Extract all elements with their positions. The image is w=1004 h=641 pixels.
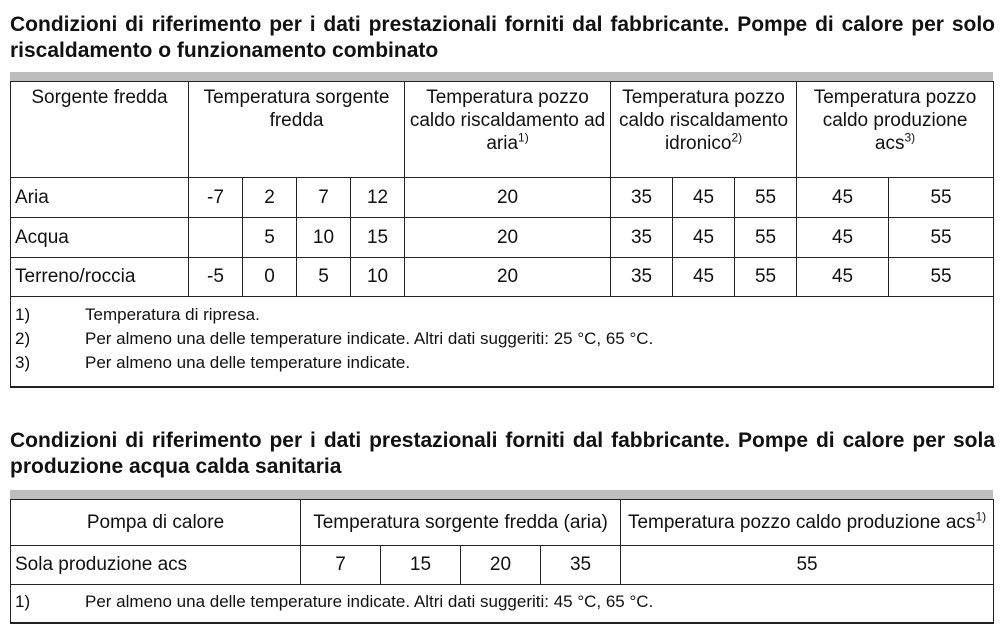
footnote: 2) Per almeno una delle temperature indicate. Altri dati suggeriti: 25 °C, 65 °C.: [15, 329, 654, 348]
cell-sink-air: 20: [405, 218, 611, 258]
cell-source-temp: 2: [243, 178, 297, 218]
section1-title: Condizioni di riferimento per i dati prestazionali forniti dal fabbricante. Pompe di calore per solo riscaldamento o funzionamento combinato: [10, 13, 995, 62]
table-row: [11, 178, 994, 218]
cell-sink-hydronic: 55: [735, 218, 797, 258]
cell-sink-hydronic: 45: [673, 258, 735, 297]
notes-row: [11, 297, 994, 387]
cell-sink-air: 20: [405, 258, 611, 297]
cell-sink-hydronic: 45: [673, 178, 735, 218]
cell-sink-hydronic: 35: [611, 218, 673, 258]
table-header-row: [11, 82, 994, 178]
header-source-temp: Temperatura sorgente fredda: [189, 82, 405, 178]
cell-source-temp: 15: [381, 546, 461, 585]
cell-source-temp: -7: [189, 178, 243, 218]
header-source-temp: Temperatura sorgente fredda (aria): [301, 500, 621, 546]
cell-source-temp: 12: [351, 178, 405, 218]
table-row: [11, 258, 994, 297]
section1-divider-bar: [10, 72, 993, 81]
cell-sink-air: 20: [405, 178, 611, 218]
row-label: Terreno/roccia: [11, 258, 189, 297]
section2-divider-bar: [10, 490, 993, 499]
cell-source-temp: 0: [243, 258, 297, 297]
cell-source-temp: [189, 218, 243, 258]
cell-source-temp: 15: [351, 218, 405, 258]
notes-row: [11, 585, 994, 623]
cell-source-temp: 10: [297, 218, 351, 258]
cell-sink-hydronic: 45: [673, 218, 735, 258]
row-label: Aria: [11, 178, 189, 218]
table-row: [11, 546, 994, 585]
cell-sink-dhw: 55: [889, 218, 994, 258]
footnote-ref: 2): [731, 130, 743, 145]
row-label: Acqua: [11, 218, 189, 258]
footnote: 1) Per almeno una delle temperature indicate. Altri dati suggeriti: 45 °C, 65 °C.: [15, 592, 654, 611]
footnote-ref: 3): [904, 130, 916, 145]
header-sink-dhw: Temperatura pozzo caldo produzione acs$^{1)}$: [621, 500, 994, 546]
table-heat-pump-conditions: [10, 81, 994, 388]
footnote: 1) Temperatura di ripresa.: [15, 305, 260, 324]
table-dhw-heat-pump-conditions: [10, 499, 994, 624]
footnote-ref: 1): [518, 130, 529, 145]
cell-sink-hydronic: 35: [611, 258, 673, 297]
header-pump: Pompa di calore: [11, 500, 301, 546]
cell-source-temp: 7: [297, 178, 351, 218]
header-sink-hydronic: Temperatura pozzo caldo riscaldamento idronico$^{2)}$: [611, 82, 797, 178]
cell-sink-dhw: 45: [797, 258, 889, 297]
cell-sink-dhw: 45: [797, 218, 889, 258]
cell-sink-dhw: 55: [889, 258, 994, 297]
table-row: [11, 218, 994, 258]
cell-sink-dhw: 55: [889, 178, 994, 218]
header-source: Sorgente fredda: [11, 82, 189, 178]
cell-source-temp: -5: [189, 258, 243, 297]
cell-source-temp: 7: [301, 546, 381, 585]
section2-title: Condizioni di riferimento per i dati prestazionali forniti dal fabbricante. Pompe di calore per sola produzione acqua calda sanitaria: [10, 429, 995, 478]
footnote: 3) Per almeno una delle temperature indicate.: [15, 353, 411, 372]
cell-sink-hydronic: 55: [735, 258, 797, 297]
cell-source-temp: 10: [351, 258, 405, 297]
cell-sink-dhw: 55: [621, 546, 994, 585]
footnotes: [11, 585, 994, 623]
cell-source-temp: 5: [243, 218, 297, 258]
header-sink-dhw: Temperatura pozzo caldo produzione acs$^{3)}$: [797, 82, 994, 178]
footnote-ref: 1): [975, 509, 987, 524]
cell-sink-dhw: 45: [797, 178, 889, 218]
table-header-row: [11, 500, 994, 546]
row-label: Sola produzione acs: [11, 546, 301, 585]
cell-source-temp: 35: [541, 546, 621, 585]
cell-source-temp: 5: [297, 258, 351, 297]
cell-sink-hydronic: 55: [735, 178, 797, 218]
cell-sink-hydronic: 35: [611, 178, 673, 218]
cell-source-temp: 20: [461, 546, 541, 585]
header-sink-air: Temperatura pozzo caldo riscaldamento ad aria$^{1)}$: [405, 82, 611, 178]
footnotes: [11, 297, 994, 387]
